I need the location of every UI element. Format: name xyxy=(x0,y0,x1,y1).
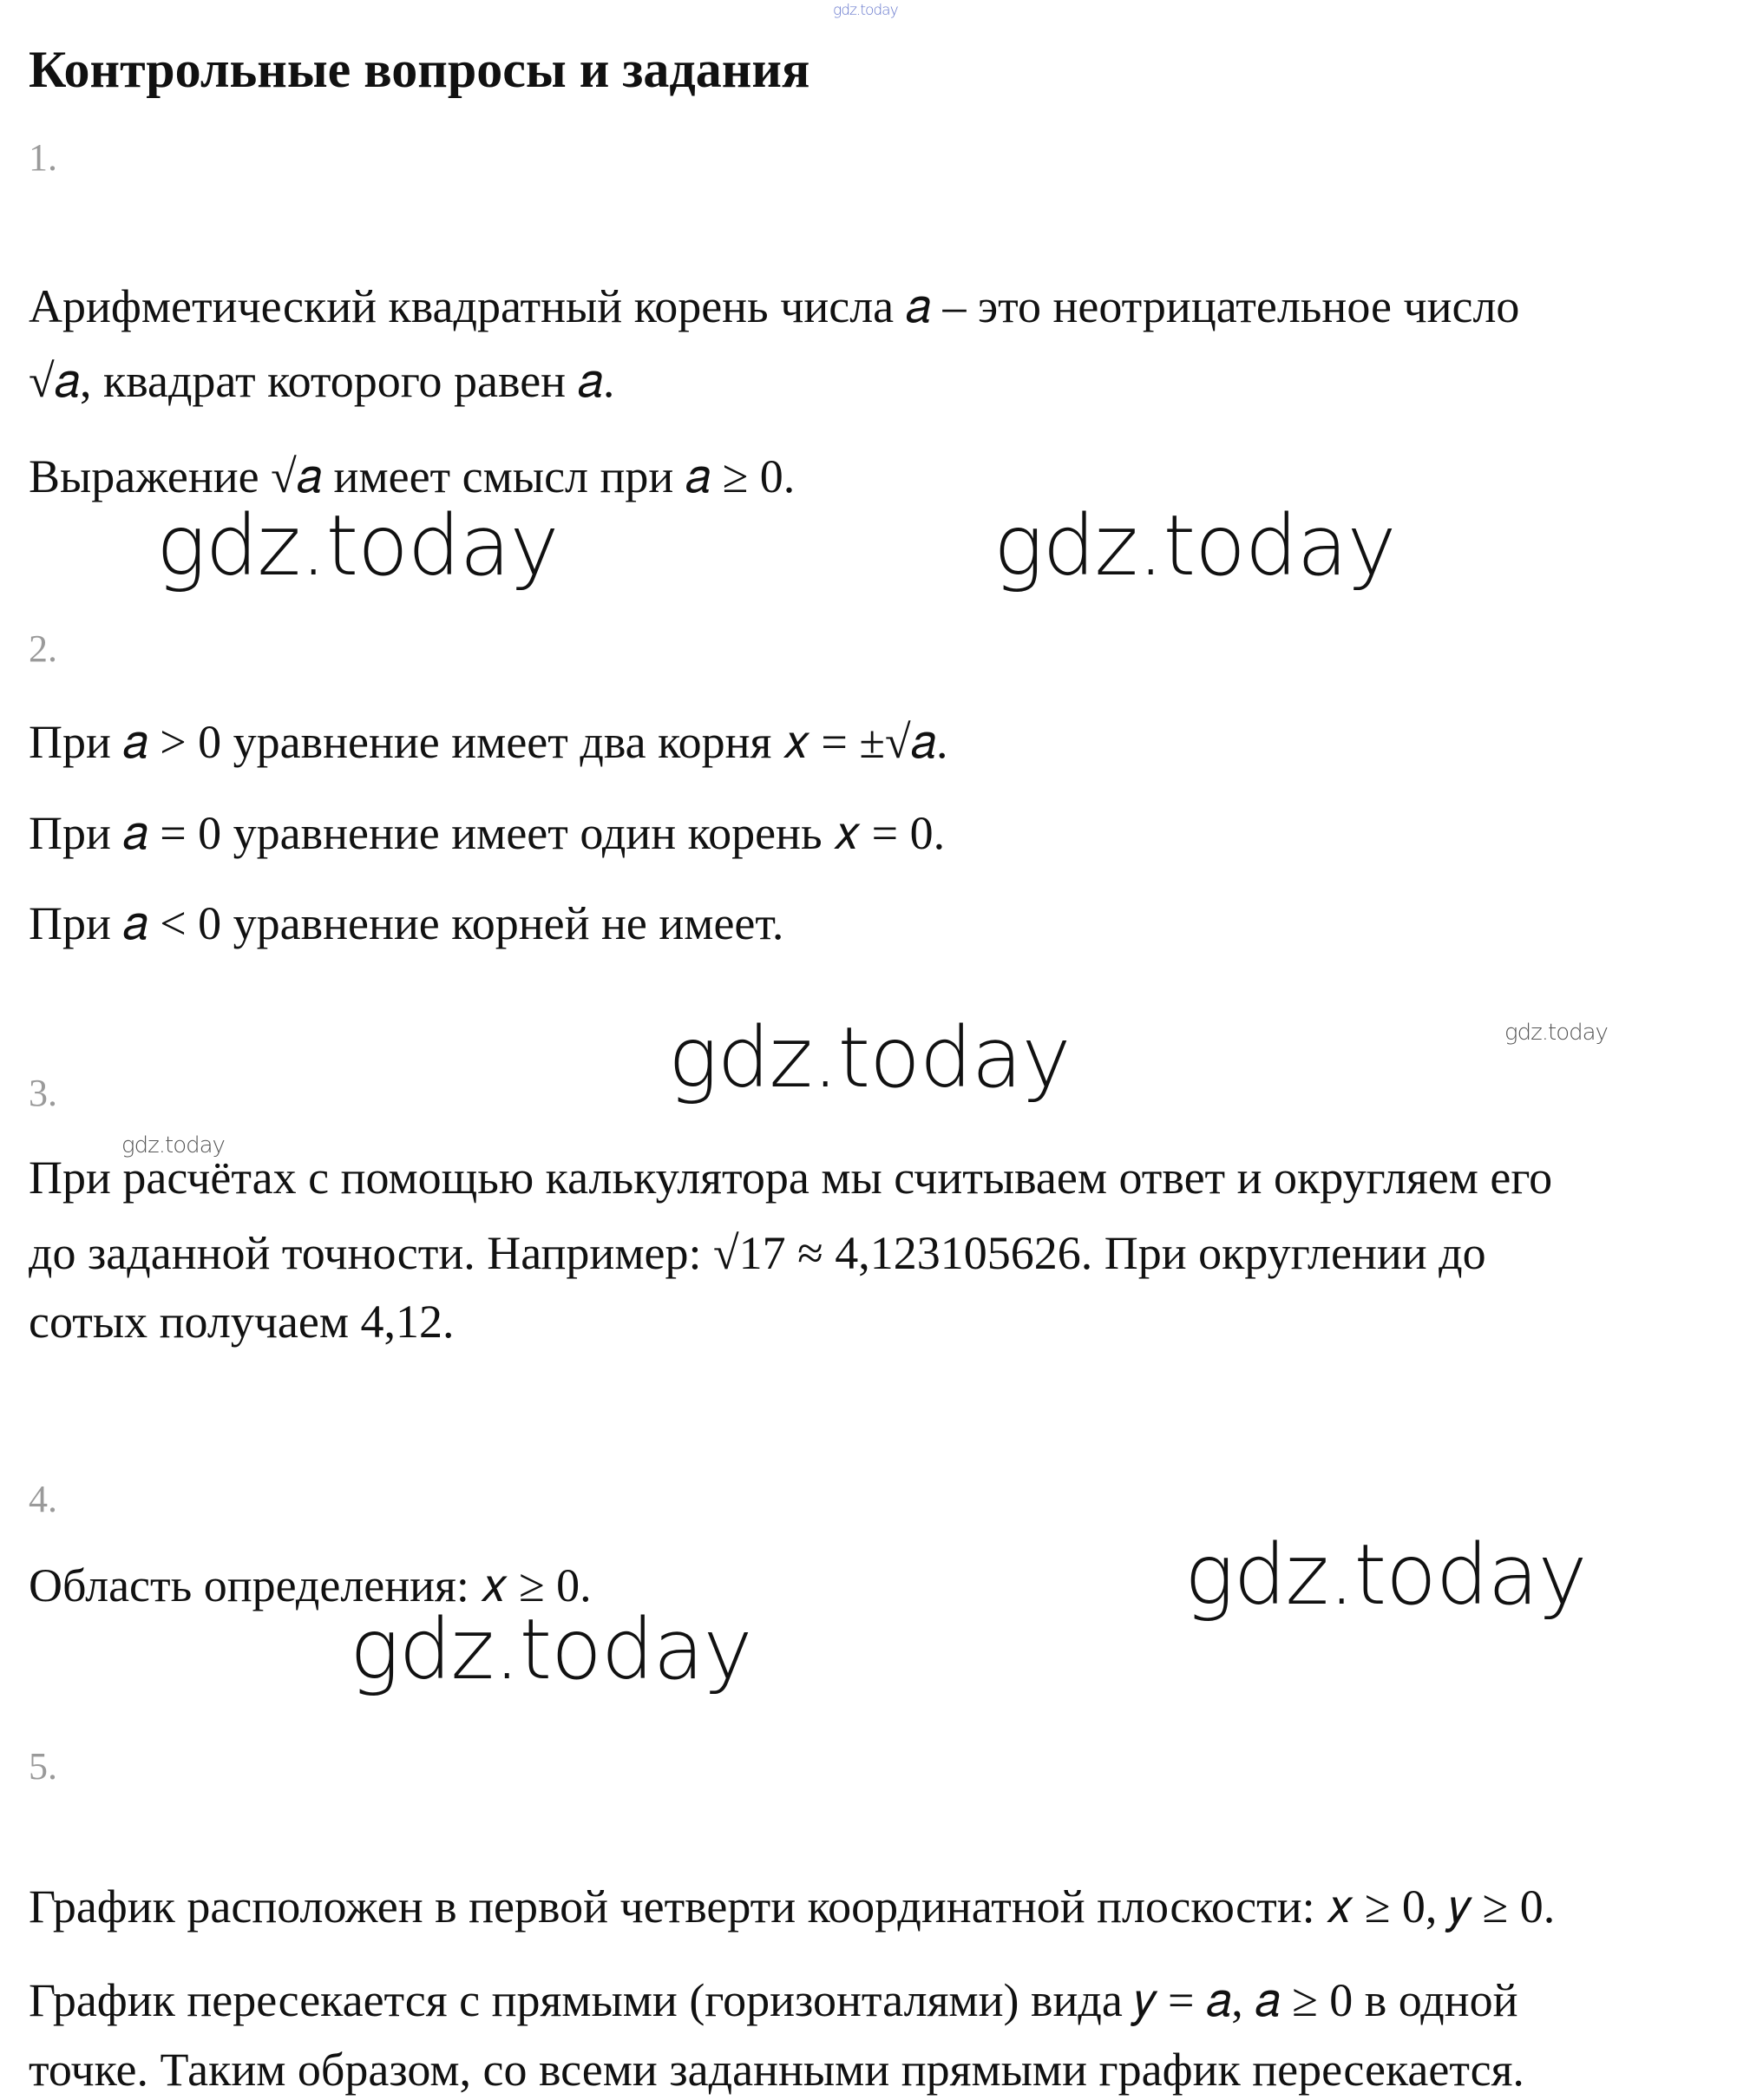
item-1-line-3: Выражение √𝑎 имеет смысл при 𝑎 ≥ 0. xyxy=(29,450,796,502)
item-1-line-1: Арифметический квадратный корень числа 𝑎 – это неотрицательное число xyxy=(29,280,1520,332)
item-5-line-1: График расположен в первой четверти координатной плоскости: 𝑥 ≥ 0, 𝑦 ≥ 0. xyxy=(29,1880,1556,1933)
watermark-7: gdz.today xyxy=(350,1601,752,1698)
item-number-1: 1. xyxy=(29,136,57,179)
watermark-1: gdz.today xyxy=(156,497,559,594)
item-2-line-1: При 𝑎 > 0 уравнение имеет два корня 𝑥 = ±√𝑎. xyxy=(29,716,948,768)
item-number-2: 2. xyxy=(29,627,57,670)
item-number-3: 3. xyxy=(29,1072,57,1114)
item-5-line-3: точке. Таким образом, со всеми заданными прямыми график пересекается. xyxy=(29,2044,1524,2096)
item-number-5: 5. xyxy=(29,1745,57,1788)
item-1-line-2: √𝑎, квадрат которого равен 𝑎. xyxy=(29,355,615,407)
watermark-top: gdz.today xyxy=(833,2,898,19)
item-2-line-2: При 𝑎 = 0 уравнение имеет один корень 𝑥 = 0. xyxy=(29,807,946,859)
item-number-4: 4. xyxy=(29,1478,57,1520)
watermark-2: gdz.today xyxy=(993,497,1396,594)
page-title: Контрольные вопросы и задания xyxy=(29,41,810,98)
item-5-line-2: График пересекается с прямыми (горизонталями) вида 𝑦 = 𝑎, 𝑎 ≥ 0 в одной xyxy=(29,1974,1518,2026)
item-3-line-3: сотых получаем 4,12. xyxy=(29,1296,455,1348)
item-3-line-2: до заданной точности. Например: √17 ≈ 4,123105626. При округлении до xyxy=(29,1227,1486,1279)
watermark-6: gdz.today xyxy=(1184,1526,1587,1624)
watermark-3: gdz.today xyxy=(668,1009,1071,1106)
watermark-4: gdz.today xyxy=(1504,1020,1608,1046)
item-4-line-1: Область определения: 𝑥 ≥ 0. xyxy=(29,1559,592,1611)
watermark-5: gdz.today xyxy=(121,1132,225,1158)
item-2-line-3: При 𝑎 < 0 уравнение корней не имеет. xyxy=(29,897,784,949)
item-3-line-1: При расчётах с помощью калькулятора мы считываем ответ и округляем его xyxy=(29,1152,1553,1204)
